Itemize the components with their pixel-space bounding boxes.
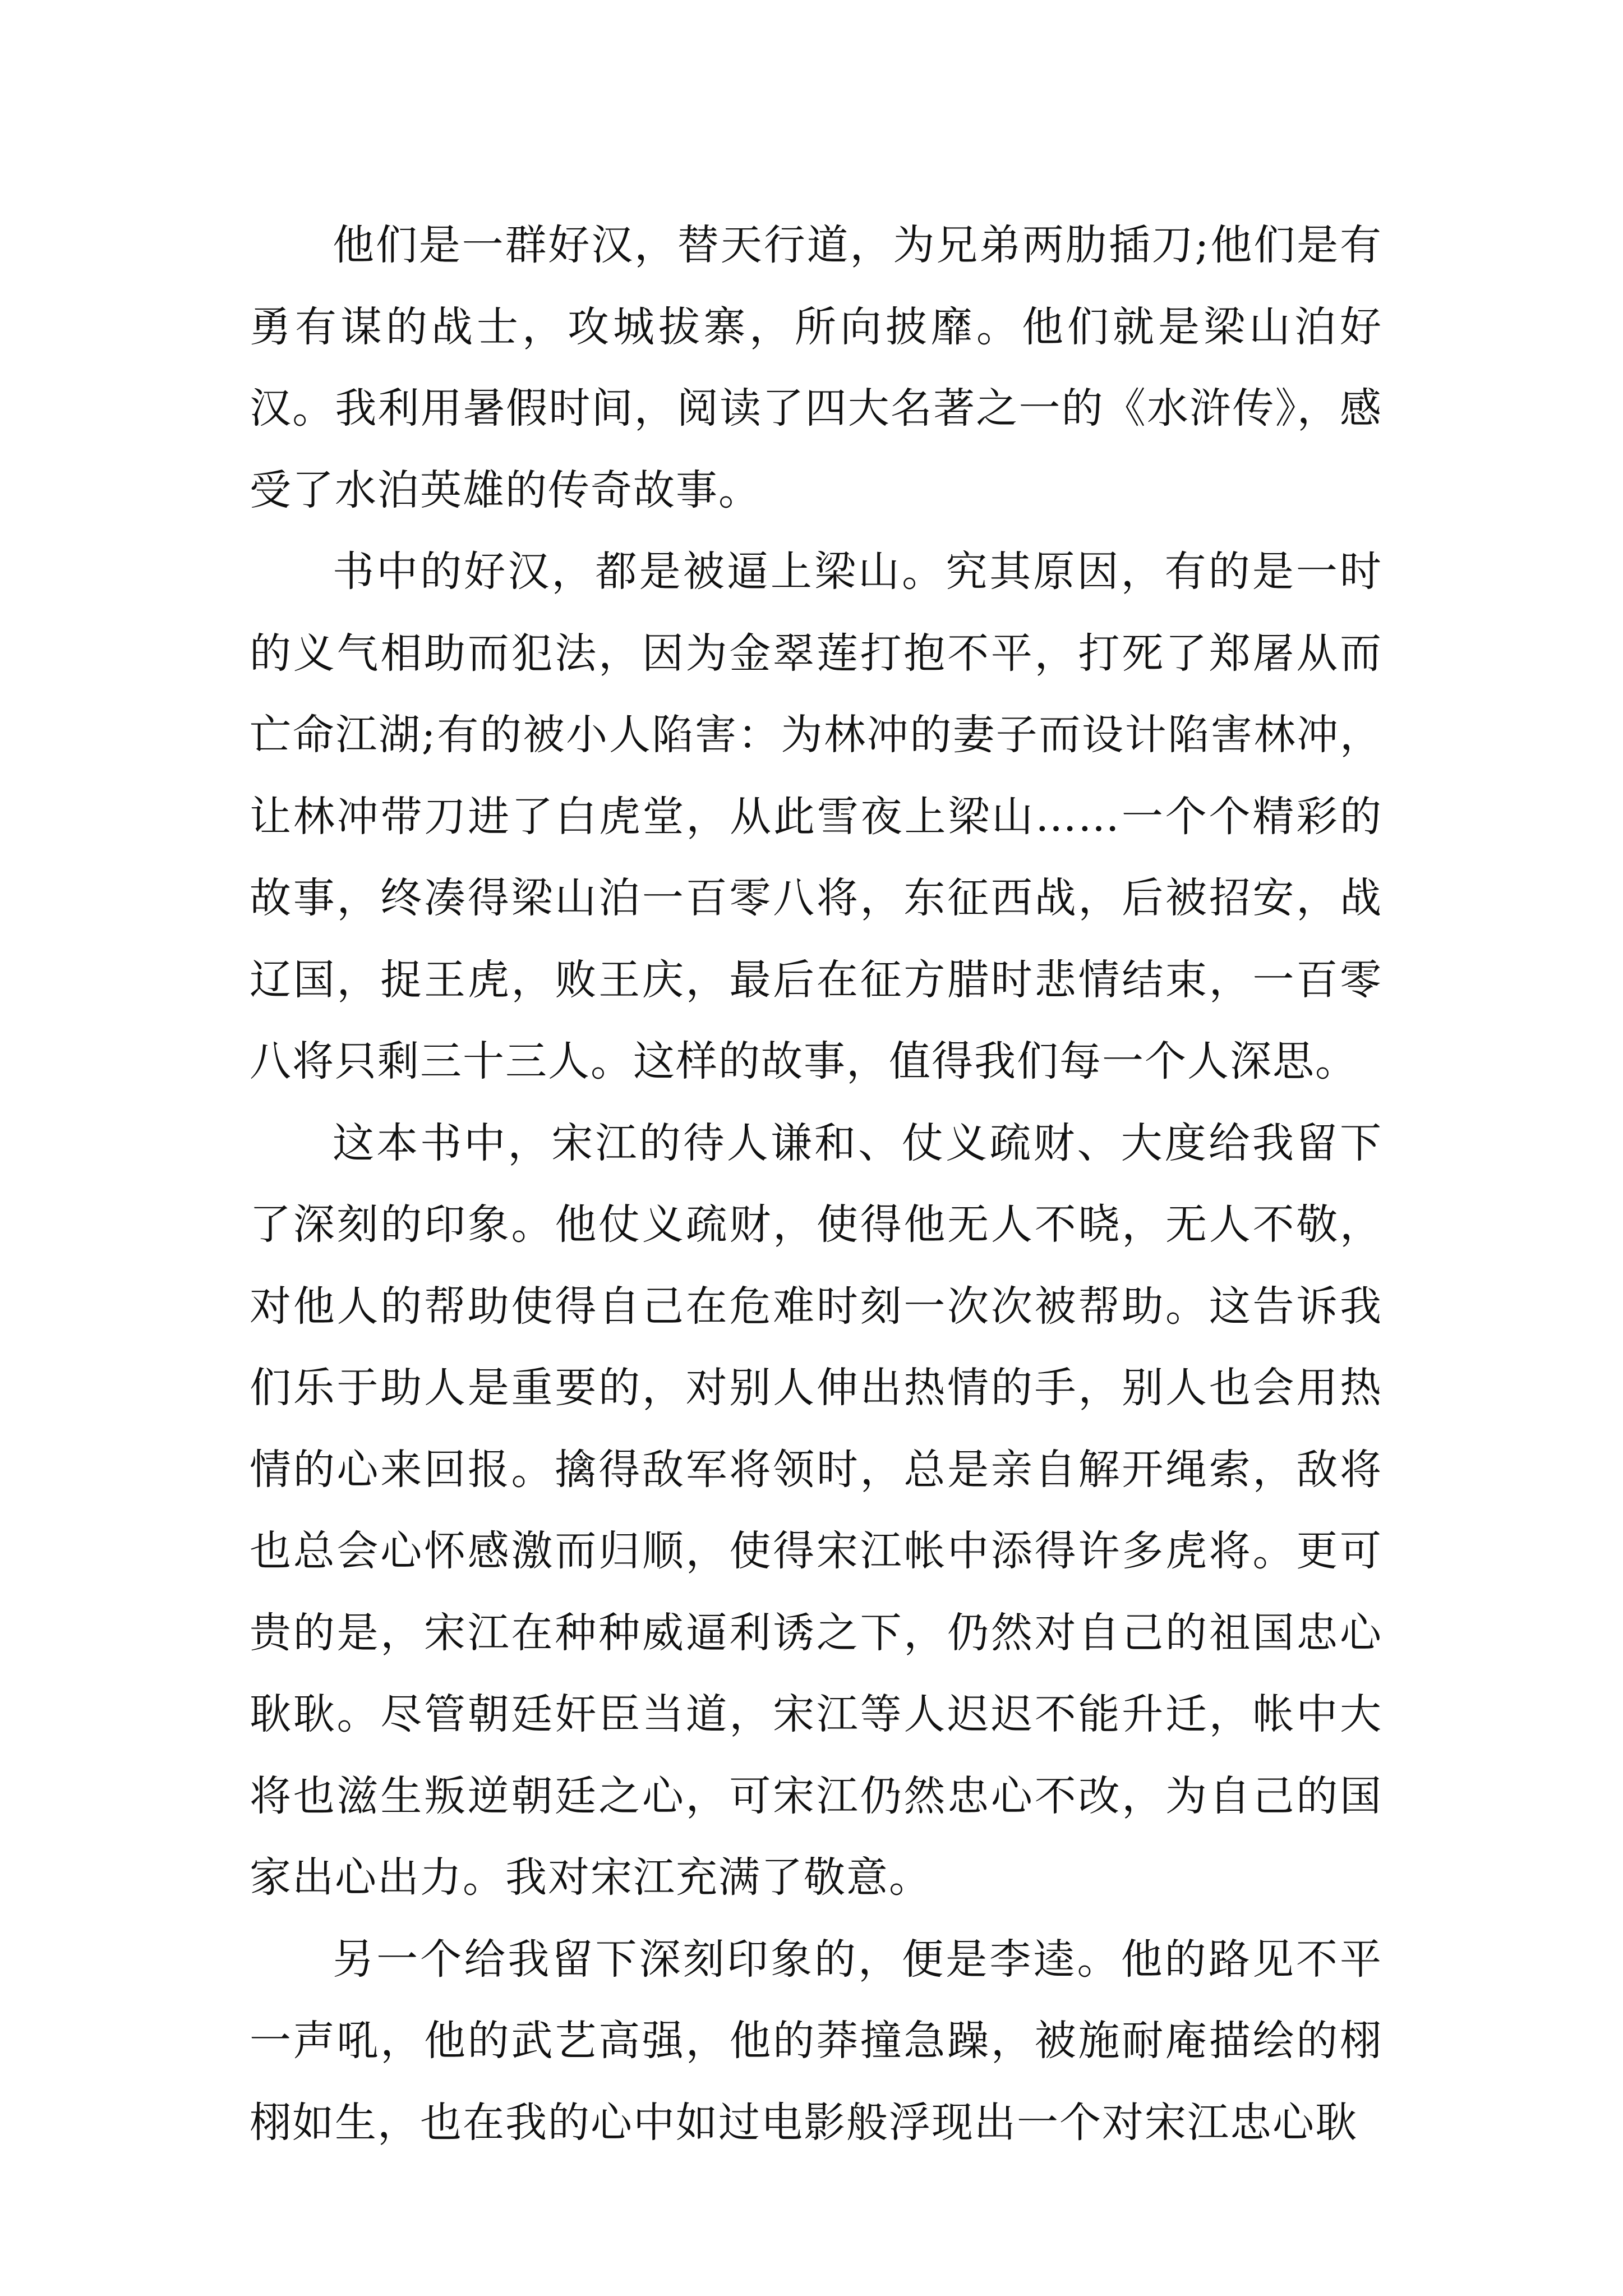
paragraph-2: 书中的好汉，都是被逼上梁山。究其原因，有的是一时的义气相助而犯法，因为金翠莲打抱不平，打死了郑屠从而亡命江湖;有的被小人陷害：为林冲的妻子而设计陷害林冲，让林冲带刀进了白虎堂，从此雪夜上梁山……一个个精彩的故事，终凑得梁山泊一百零八将，东征西战，后被招安，战辽国，捉王虎，败王庆，最后在征方腊时悲情结束，一百零八将只剩三十三人。这样的故事，值得我们每一个人深思。 [250,547,1382,1085]
body-text [250,205,1382,2164]
paragraph-3: 这本书中，宋江的待人谦和、仗义疏财、大度给我留下了深刻的印象。他仗义疏财，使得他无人不晓，无人不敬，对他人的帮助使得自己在危难时刻一次次被帮助。这告诉我们乐于助人是重要的，对别人伸出热情的手，别人也会用热情的心来回报。擒得敌军将领时，总是亲自解开绳索，敌将也总会心怀感激而归顺，使得宋江帐中添得许多虎将。更可贵的是，宋江在种种威逼利诱之下，仍然对自己的祖国忠心耿耿。尽管朝廷奸臣当道，宋江等人迟迟不能升迁，帐中大将也滋生叛逆朝廷之心，可宋江仍然忠心不改，为自己的国家出心出力。我对宋江充满了敬意。 [250,1119,1382,1902]
paragraph-1: 他们是一群好汉，替天行道，为兄弟两肋插刀;他们是有勇有谋的战士，攻城拔寨，所向披靡。他们就是梁山泊好汉。我利用暑假时间，阅读了四大名著之一的《水浒传》，感受了水泊英雄的传奇故事。 [250,221,1382,514]
paragraph-4: 另一个给我留下深刻印象的，便是李逵。他的路见不平一声吼，他的武艺高强，他的莽撞急躁，被施耐庵描绘的栩栩如生，也在我的心中如过电影般浮现出一个对宋江忠心耿 [250,1935,1382,2147]
